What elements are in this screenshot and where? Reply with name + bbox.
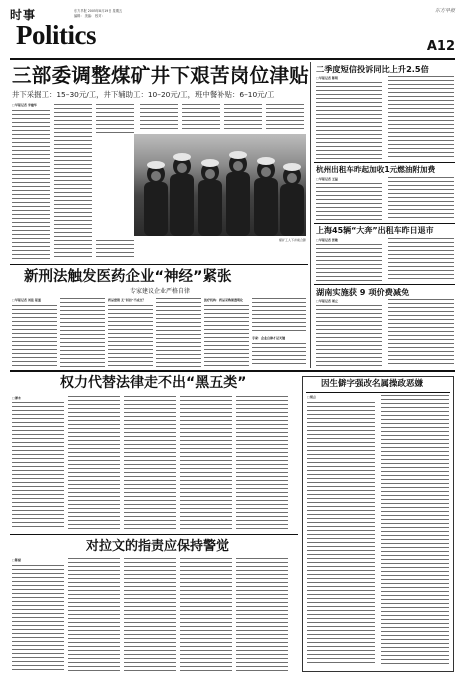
lead-subhead: 井下采掘工：15–30元/工，井下辅助工：10–20元/工，班中餐补贴：6–10元/工 xyxy=(12,90,275,99)
feature-col6 xyxy=(252,298,306,334)
feature-col1 xyxy=(12,305,57,367)
lower-bottom-byline: □陈斌 xyxy=(12,558,21,562)
section-title-cn: 时事 xyxy=(10,8,37,22)
lead-body-col3b xyxy=(96,240,134,260)
section-title-en: Politics xyxy=(16,20,96,50)
lower-right-box xyxy=(302,376,454,672)
lower-left-headline: 权力代替法律走不出“黑五类” xyxy=(60,375,247,391)
lower-top-rule xyxy=(10,370,455,372)
lower-left-col4 xyxy=(180,396,232,530)
page-number: A12 xyxy=(426,39,455,54)
lower-left-byline: □谭木 xyxy=(12,396,21,400)
lower-right-rule xyxy=(306,392,450,393)
header-meta-editors: 编辑： 美编： 校对： xyxy=(74,14,105,18)
brief-2-byline: □早报记者 王磊 xyxy=(316,177,338,181)
brief-1-byline: □早报记者 陈明 xyxy=(316,76,338,80)
brief-rule-3 xyxy=(314,284,455,285)
lower-bottom-col2 xyxy=(68,558,120,671)
lead-photo xyxy=(134,134,306,236)
header-publication: 东方早报 xyxy=(434,8,455,14)
brief-3-col2 xyxy=(388,238,454,282)
column-divider xyxy=(310,62,311,368)
lower-bottom-col5 xyxy=(236,558,288,671)
feature-subtitle-a: 药品营销 无“回扣”不成交？ xyxy=(108,298,146,302)
feature-col3 xyxy=(108,305,153,367)
feature-col2 xyxy=(60,298,105,367)
lead-body-col6 xyxy=(224,104,262,132)
page-header xyxy=(10,8,455,56)
feature-subtitle-c: 专家：企业自律才是关键 xyxy=(252,336,286,340)
lead-byline: □早报记者 李建华 xyxy=(12,103,37,107)
brief-1-col2 xyxy=(388,76,454,160)
feature-col4 xyxy=(156,298,201,367)
lower-bottom-col3 xyxy=(124,558,176,671)
brief-3-col1 xyxy=(316,244,382,282)
brief-1-col1 xyxy=(316,82,382,160)
brief-3-byline: □早报记者 张敏 xyxy=(316,238,338,242)
lead-bottom-rule xyxy=(10,264,308,265)
brief-4-col2 xyxy=(388,299,454,367)
brief-rule-2 xyxy=(314,223,455,224)
lower-right-col2 xyxy=(381,395,449,666)
feature-headline: 新刑法触发医药企业“神经”紧张 xyxy=(24,269,232,285)
lead-body-col2 xyxy=(54,104,92,260)
lead-body-col5 xyxy=(182,104,220,132)
lower-mid-rule xyxy=(10,534,298,535)
lower-right-headline: 因生僻字强改名属操政恶嫌 xyxy=(321,379,424,389)
lower-bottom-col1 xyxy=(12,565,64,671)
brief-rule-1 xyxy=(314,162,455,163)
feature-byline: □早报记者 刘佳 报道 xyxy=(12,298,41,302)
brief-4-title: 湖南实施获 9 项价费减免 xyxy=(316,287,410,297)
lower-right-col1 xyxy=(307,402,375,666)
lower-left-col1 xyxy=(12,402,64,530)
header-rule xyxy=(10,58,455,60)
feature-subtitle-b: 医疗机构：药品采购须透明化 xyxy=(204,298,244,302)
feature-col6b xyxy=(252,343,306,367)
brief-2-title: 杭州出租车昨起加收1元燃油附加费 xyxy=(316,165,436,174)
brief-4-byline: □早报记者 周立 xyxy=(316,299,338,303)
lead-body-col1 xyxy=(12,110,50,260)
feature-subhead: 专家建议企业严格自律 xyxy=(129,288,190,295)
lower-bottom-col4 xyxy=(180,558,232,671)
brief-2-col1 xyxy=(316,183,382,221)
lead-photo-caption: 煤矿工人下井前合影 xyxy=(278,238,306,242)
lower-left-col3 xyxy=(124,396,176,530)
lead-body-col7 xyxy=(266,104,304,132)
brief-4-col1 xyxy=(316,305,382,367)
lead-headline: 三部委调整煤矿井下艰苦岗位津贴 xyxy=(12,64,310,87)
lower-left-col5 xyxy=(236,396,288,530)
brief-3-title: 上海45辆“大奔”出租车昨日退市 xyxy=(316,226,434,235)
feature-col5 xyxy=(204,305,249,367)
lower-bottom-headline: 对拉文的指责应保持警觉 xyxy=(86,539,230,554)
lower-right-byline: □胡言 xyxy=(307,395,316,399)
brief-1-title: 二季度短信投诉同比上升2.5倍 xyxy=(316,64,429,74)
lower-left-col2 xyxy=(68,396,120,530)
brief-2-col2 xyxy=(388,177,454,221)
lead-body-col3 xyxy=(96,104,134,134)
lead-body-col4 xyxy=(140,104,178,132)
header-meta-date: 东方早报 2005年8月19日 星期五 xyxy=(74,9,123,13)
